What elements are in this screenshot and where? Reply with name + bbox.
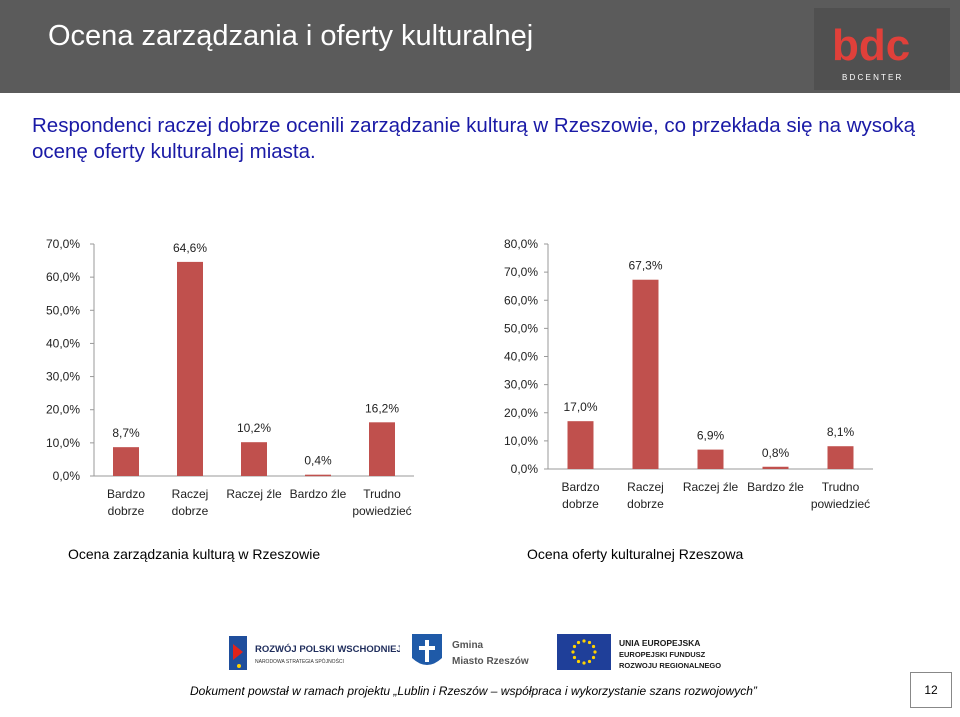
category-label: Bardzo xyxy=(106,487,146,501)
eu-star-icon xyxy=(582,639,585,642)
y-tick-label: 20,0% xyxy=(503,405,538,420)
eu-star-icon xyxy=(571,650,574,653)
data-label: 10,2% xyxy=(236,421,272,436)
ue-line1: UNIA EUROPEJSKA xyxy=(619,638,701,648)
rpw-star-icon xyxy=(237,664,241,668)
data-label: 8,1% xyxy=(826,425,855,440)
gmina-line2: Miasto Rzeszów xyxy=(452,656,529,667)
chart-title-offer: Ocena oferty kulturalnej Rzeszowa xyxy=(527,546,744,562)
y-tick-label: 10,0% xyxy=(45,435,80,450)
y-tick-label: 30,0% xyxy=(45,369,80,384)
category-label: powiedzieć xyxy=(352,504,412,518)
eu-star-icon xyxy=(593,650,596,653)
rozwoj-polski-wschodniej-logo xyxy=(225,630,400,674)
bdc-logo-subtext: B D C E N T E R xyxy=(842,73,902,82)
data-label: 17,0% xyxy=(563,400,598,415)
y-tick-label: 80,0% xyxy=(503,237,538,251)
category-label: Raczej źle xyxy=(226,487,282,501)
category-label: Bardzo źle xyxy=(289,487,347,501)
category-label: Trudno xyxy=(821,480,860,494)
y-tick-label: 0,0% xyxy=(510,462,538,476)
eu-star-icon xyxy=(573,656,576,659)
page-title: Ocena zarządzania i oferty kulturalnej xyxy=(48,20,534,52)
rpw-line2: NARODOWA STRATEGIA SPÓJNOŚCI xyxy=(255,659,344,665)
bar xyxy=(633,280,659,469)
bar xyxy=(828,446,854,469)
y-tick-label: 10,0% xyxy=(503,433,538,448)
unia-europejska-logo xyxy=(555,630,725,674)
ue-line3: ROZWOJU REGIONALNEGO xyxy=(619,661,722,670)
eu-star-icon xyxy=(592,645,595,648)
bar xyxy=(369,422,395,476)
category-label: dobrze xyxy=(107,504,145,518)
eu-star-icon xyxy=(588,660,591,663)
bar xyxy=(305,475,331,477)
data-label: 0,8% xyxy=(761,445,790,460)
rpw-line1: ROZWÓJ POLSKI WSCHODNIEJ xyxy=(255,644,400,655)
y-tick-label: 30,0% xyxy=(503,377,538,392)
data-label: 67,3% xyxy=(628,258,663,273)
data-label: 0,4% xyxy=(304,453,332,468)
bar xyxy=(568,421,594,469)
y-tick-label: 40,0% xyxy=(45,336,80,351)
bar xyxy=(698,450,724,469)
bar xyxy=(241,442,267,476)
category-label: Raczej xyxy=(627,480,664,494)
y-tick-label: 50,0% xyxy=(45,303,80,318)
gmina-logo-graphic xyxy=(410,630,540,674)
data-label: 64,6% xyxy=(172,240,208,255)
y-tick-label: 20,0% xyxy=(45,402,80,417)
y-tick-label: 0,0% xyxy=(52,469,80,483)
ue-line2: EUROPEJSKI FUNDUSZ xyxy=(619,650,706,659)
category-label: Bardzo xyxy=(561,480,600,494)
category-label: Trudno xyxy=(363,487,401,501)
category-label: Raczej xyxy=(171,487,209,501)
gmina-line1: Gmina xyxy=(452,640,484,651)
footer-text: Dokument powstał w ramach projektu „Lublin i Rzeszów – współpraca i wykorzystanie szans rozwojowych” xyxy=(190,684,757,698)
data-label: 16,2% xyxy=(364,401,400,416)
y-tick-label: 70,0% xyxy=(503,265,538,280)
bar xyxy=(763,467,789,469)
category-label: Raczej źle xyxy=(682,480,739,494)
chart-culture-management xyxy=(46,237,414,518)
data-label: 8,7% xyxy=(112,426,140,441)
eu-star-icon xyxy=(577,641,580,644)
category-label: powiedzieć xyxy=(810,497,871,511)
y-tick-label: 50,0% xyxy=(503,321,538,336)
chart-culture-offer xyxy=(504,237,873,511)
data-label: 6,9% xyxy=(696,428,725,443)
y-tick-label: 40,0% xyxy=(503,349,538,364)
rpw-logo-graphic xyxy=(225,630,400,674)
chart-title-management: Ocena zarządzania kulturą w Rzeszowie xyxy=(68,546,321,562)
bar xyxy=(113,447,139,476)
y-tick-label: 60,0% xyxy=(45,270,80,285)
eu-star-icon xyxy=(573,645,576,648)
y-tick-label: 70,0% xyxy=(45,237,80,251)
y-tick-label: 60,0% xyxy=(503,293,538,308)
eu-star-icon xyxy=(577,660,580,663)
subtitle-text: Respondenci raczej dobrze ocenili zarządzanie kulturą w Rzeszowie, co przekłada się na wysoką ocenę oferty kulturalnej miasta. xyxy=(32,114,916,163)
category-label: Bardzo źle xyxy=(747,480,804,494)
ue-logo-graphic xyxy=(555,630,725,674)
bar xyxy=(177,262,203,476)
eu-star-icon xyxy=(582,661,585,664)
gmina-rzeszow-logo xyxy=(410,630,540,674)
category-label: dobrze xyxy=(171,504,209,518)
eu-star-icon xyxy=(588,641,591,644)
eu-star-icon xyxy=(592,656,595,659)
category-label: dobrze xyxy=(562,497,599,511)
bdc-logo-text: bdc xyxy=(832,21,911,70)
category-label: dobrze xyxy=(627,497,664,511)
page-number: 12 xyxy=(910,672,952,708)
